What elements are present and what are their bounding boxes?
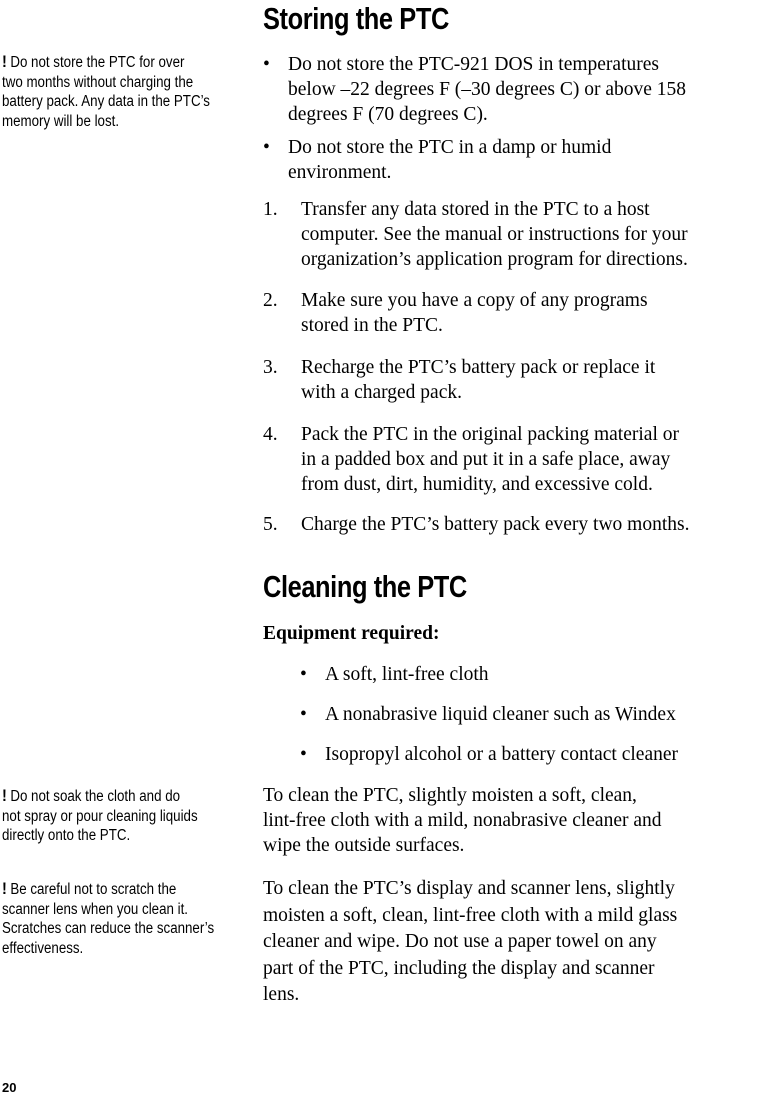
caution-icon: ! bbox=[2, 52, 7, 71]
text-line: wipe the outside surfaces. bbox=[263, 835, 465, 856]
bullet-icon: • bbox=[263, 137, 270, 158]
bullet-icon: • bbox=[300, 704, 307, 725]
text-line: To clean the PTC’s display and scanner lens, slightly bbox=[263, 878, 675, 899]
step-number: 5. bbox=[263, 514, 278, 535]
text-line: lint-free cloth with a mild, nonabrasive cleaner and bbox=[263, 810, 662, 831]
storing-step-3 bbox=[301, 355, 655, 405]
note-line: Scratches can reduce the scanner’s bbox=[2, 920, 215, 937]
storing-bullet-1 bbox=[288, 52, 686, 127]
note-line: two months without charging the bbox=[2, 73, 194, 91]
note-line: effectiveness. bbox=[2, 939, 84, 957]
text-line: lens. bbox=[263, 984, 300, 1005]
cleaning-paragraph-2 bbox=[263, 876, 677, 1009]
text-line: cleaner and wipe. Do not use a paper towel on any bbox=[263, 931, 657, 952]
text-line: organization’s application program for directions. bbox=[301, 249, 688, 270]
text-line: Do not store the PTC in a damp or humid bbox=[288, 137, 612, 158]
text-line: Recharge the PTC’s battery pack or replace it bbox=[301, 357, 656, 378]
step-number: 3. bbox=[263, 357, 278, 378]
bullet-icon: • bbox=[263, 54, 270, 75]
equipment-item: Isopropyl alcohol or a battery contact cleaner bbox=[325, 744, 679, 765]
text-line: Make sure you have a copy of any programs bbox=[301, 290, 648, 311]
storing-step-4 bbox=[301, 422, 679, 497]
text-line: from dust, dirt, humidity, and excessive cold. bbox=[301, 474, 653, 495]
equipment-item: A nonabrasive liquid cleaner such as Windex bbox=[325, 704, 676, 725]
note-line: Do not store the PTC for over bbox=[10, 54, 185, 71]
caution-icon: ! bbox=[2, 786, 7, 805]
note-line: memory will be lost. bbox=[2, 112, 120, 130]
equipment-label: Equipment required: bbox=[263, 623, 440, 644]
storing-step-2 bbox=[301, 288, 648, 338]
step-number: 4. bbox=[263, 424, 278, 445]
text-line: part of the PTC, including the display and scanner bbox=[263, 957, 655, 979]
note-line: battery pack. Any data in the PTC’s bbox=[2, 93, 210, 110]
cleaning-heading: Cleaning the PTC bbox=[263, 569, 467, 604]
cleaning-caution-note-1 bbox=[2, 786, 198, 846]
storing-caution-note bbox=[2, 52, 210, 131]
note-line: not spray or pour cleaning liquids bbox=[2, 807, 198, 825]
text-line: stored in the PTC. bbox=[301, 315, 443, 336]
text-line: moisten a soft, clean, lint-free cloth with a mild glass bbox=[263, 904, 678, 926]
text-line: in a padded box and put it in a safe place, away bbox=[301, 449, 671, 470]
text-line: below –22 degrees F (–30 degrees C) or above 158 bbox=[288, 79, 687, 100]
text-line: with a charged pack. bbox=[301, 382, 462, 403]
text-line: environment. bbox=[288, 162, 392, 183]
note-line: directly onto the PTC. bbox=[2, 827, 131, 844]
text-line: Transfer any data stored in the PTC to a host bbox=[301, 199, 650, 220]
note-line: Do not soak the cloth and do bbox=[10, 788, 181, 805]
bullet-icon: • bbox=[300, 664, 307, 685]
storing-bullet-2 bbox=[288, 135, 611, 185]
caution-icon: ! bbox=[2, 879, 7, 898]
cleaning-paragraph-1 bbox=[263, 783, 662, 858]
page-number: 20 bbox=[2, 1080, 17, 1095]
storing-heading: Storing the PTC bbox=[263, 1, 449, 36]
text-line: Charge the PTC’s battery pack every two months. bbox=[301, 514, 690, 535]
cleaning-caution-note-2 bbox=[2, 879, 214, 958]
bullet-icon: • bbox=[300, 744, 307, 765]
equipment-item: A soft, lint-free cloth bbox=[325, 664, 489, 685]
text-line: Pack the PTC in the original packing material or bbox=[301, 424, 679, 445]
storing-step-1 bbox=[301, 197, 688, 272]
storing-step-5 bbox=[301, 512, 689, 537]
step-number: 1. bbox=[263, 199, 278, 220]
text-line: degrees F (70 degrees C). bbox=[288, 104, 488, 125]
step-number: 2. bbox=[263, 290, 278, 311]
text-line: To clean the PTC, slightly moisten a soft, clean, bbox=[263, 785, 637, 806]
text-line: Do not store the PTC-921 DOS in temperatures bbox=[288, 54, 659, 75]
note-line: Be careful not to scratch the bbox=[10, 881, 177, 898]
note-line: scanner lens when you clean it. bbox=[2, 900, 189, 918]
text-line: computer. See the manual or instructions for your bbox=[301, 224, 688, 245]
